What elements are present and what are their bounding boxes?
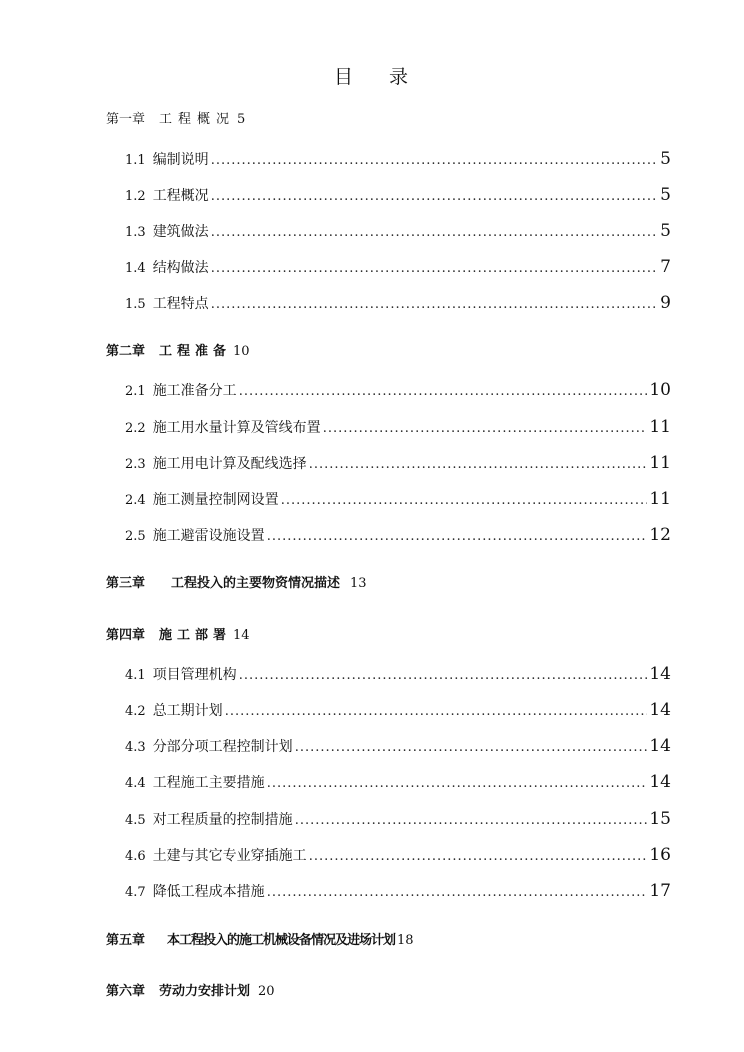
dot-leader: [295, 813, 648, 828]
chapter-title: 工程投入的主要物资情况描述: [171, 576, 341, 591]
entry-page: 5: [660, 185, 671, 205]
chapter-title: 工程概况: [159, 112, 236, 127]
toc-entry-4-1[interactable]: [125, 664, 671, 684]
dot-leader: [323, 421, 648, 436]
entry-number: 4.5: [125, 813, 146, 828]
toc-entry-4-3[interactable]: [125, 736, 671, 756]
entry-title: 工程概况: [152, 188, 209, 204]
toc-entry-2-3[interactable]: [125, 453, 671, 473]
chapter-6[interactable]: [106, 980, 275, 999]
chapter-page: 14: [233, 628, 250, 643]
dot-leader: [211, 225, 658, 240]
toc-entry-1-4[interactable]: [125, 257, 671, 277]
dot-leader: [211, 153, 658, 168]
chapter-3[interactable]: [106, 572, 367, 591]
entry-number: 1.4: [125, 261, 146, 276]
entry-page: 17: [649, 881, 671, 901]
entry-title: 编制说明: [152, 152, 209, 168]
entry-page: 5: [660, 221, 671, 241]
entry-number: 1.2: [125, 189, 146, 204]
entry-page: 11: [649, 453, 671, 473]
chapter-1[interactable]: [106, 108, 245, 127]
entry-number: 1.3: [125, 225, 146, 240]
dot-leader: [267, 776, 648, 791]
entry-title: 工程施工主要措施: [152, 775, 265, 791]
entry-number: 2.1: [125, 384, 146, 399]
toc-entry-1-2[interactable]: [125, 185, 671, 205]
entry-number: 4.7: [125, 885, 146, 900]
entry-page: 5: [660, 149, 671, 169]
entry-number: 4.3: [125, 740, 146, 755]
entry-page: 16: [649, 845, 671, 865]
entry-page: 11: [649, 489, 671, 509]
entry-title: 施工避雷设施设置: [152, 528, 265, 544]
entry-number: 1.1: [125, 153, 146, 168]
toc-entry-2-1[interactable]: [125, 380, 671, 400]
chapter-label: 第二章: [106, 344, 146, 359]
entry-number: 4.4: [125, 776, 146, 791]
chapter-page: 10: [233, 344, 250, 359]
chapter-title: 施工部署: [159, 628, 232, 643]
toc-entry-4-4[interactable]: [125, 772, 671, 792]
toc-entry-4-7[interactable]: [125, 881, 671, 901]
chapter-page: 18: [397, 933, 414, 948]
toc-entry-1-5[interactable]: [125, 293, 671, 313]
entry-number: 2.4: [125, 493, 146, 508]
toc-title-char-2: 录: [389, 66, 411, 88]
entry-page: 10: [649, 380, 671, 400]
entry-number: 1.5: [125, 297, 146, 312]
entry-page: 14: [649, 664, 671, 684]
chapter-page: 20: [258, 984, 275, 999]
entry-title: 施工测量控制网设置: [152, 492, 279, 508]
entry-number: 4.1: [125, 668, 146, 683]
entry-number: 2.2: [125, 421, 146, 436]
dot-leader: [267, 885, 648, 900]
entry-number: 4.2: [125, 704, 146, 719]
toc-entry-2-5[interactable]: [125, 525, 671, 545]
entry-title: 分部分项工程控制计划: [152, 739, 293, 755]
toc-title: [0, 62, 744, 89]
entry-title: 降低工程成本措施: [152, 884, 265, 900]
entry-title: 施工准备分工: [152, 383, 237, 399]
chapter-label: 第六章: [106, 984, 146, 999]
chapter-5[interactable]: [106, 929, 414, 948]
chapter-label: 第四章: [106, 628, 146, 643]
dot-leader: [211, 261, 658, 276]
entry-page: 12: [649, 525, 671, 545]
toc-entry-2-2[interactable]: [125, 417, 671, 437]
toc-entry-2-4[interactable]: [125, 489, 671, 509]
dot-leader: [239, 384, 648, 399]
entry-page: 7: [660, 257, 671, 277]
chapter-page: 13: [350, 576, 367, 591]
dot-leader: [239, 668, 648, 683]
toc-entry-4-2[interactable]: [125, 700, 671, 720]
entry-page: 11: [649, 417, 671, 437]
chapter-label: 第五章: [106, 933, 146, 948]
entry-number: 4.6: [125, 849, 146, 864]
dot-leader: [295, 740, 648, 755]
entry-title: 施工用电计算及配线选择: [152, 456, 307, 472]
chapter-label: 第一章: [106, 112, 146, 127]
toc-entry-4-5[interactable]: [125, 809, 671, 829]
dot-leader: [267, 529, 648, 544]
entry-title: 工程特点: [152, 296, 209, 312]
chapter-2[interactable]: [106, 340, 250, 359]
toc-title-char-1: 目: [333, 66, 355, 88]
entry-page: 9: [660, 293, 671, 313]
dot-leader: [211, 297, 658, 312]
entry-title: 土建与其它专业穿插施工: [152, 848, 307, 864]
dot-leader: [309, 849, 648, 864]
entry-number: 2.3: [125, 457, 146, 472]
dot-leader: [309, 457, 648, 472]
dot-leader: [281, 493, 648, 508]
toc-entry-1-1[interactable]: [125, 149, 671, 169]
entry-title: 施工用水量计算及管线布置: [152, 420, 321, 436]
toc-entry-1-3[interactable]: [125, 221, 671, 241]
entry-title: 总工期计划: [152, 703, 223, 719]
entry-title: 项目管理机构: [152, 667, 237, 683]
chapter-title: 工程准备: [159, 344, 232, 359]
chapter-title: 劳动力安排计划: [159, 984, 251, 999]
chapter-page: 5: [237, 112, 246, 127]
chapter-label: 第三章: [106, 576, 146, 591]
entry-page: 14: [649, 772, 671, 792]
dot-leader: [225, 704, 648, 719]
entry-page: 14: [649, 700, 671, 720]
dot-leader: [211, 189, 658, 204]
chapter-4[interactable]: [106, 624, 250, 643]
entry-number: 2.5: [125, 529, 146, 544]
chapter-title: 本工程投入的施工机械设备情况及进场计划: [167, 933, 396, 948]
entry-title: 建筑做法: [152, 224, 209, 240]
entry-title: 对工程质量的控制措施: [152, 812, 293, 828]
entry-page: 15: [649, 809, 671, 829]
entry-title: 结构做法: [152, 260, 209, 276]
entry-page: 14: [649, 736, 671, 756]
toc-entry-4-6[interactable]: [125, 845, 671, 865]
